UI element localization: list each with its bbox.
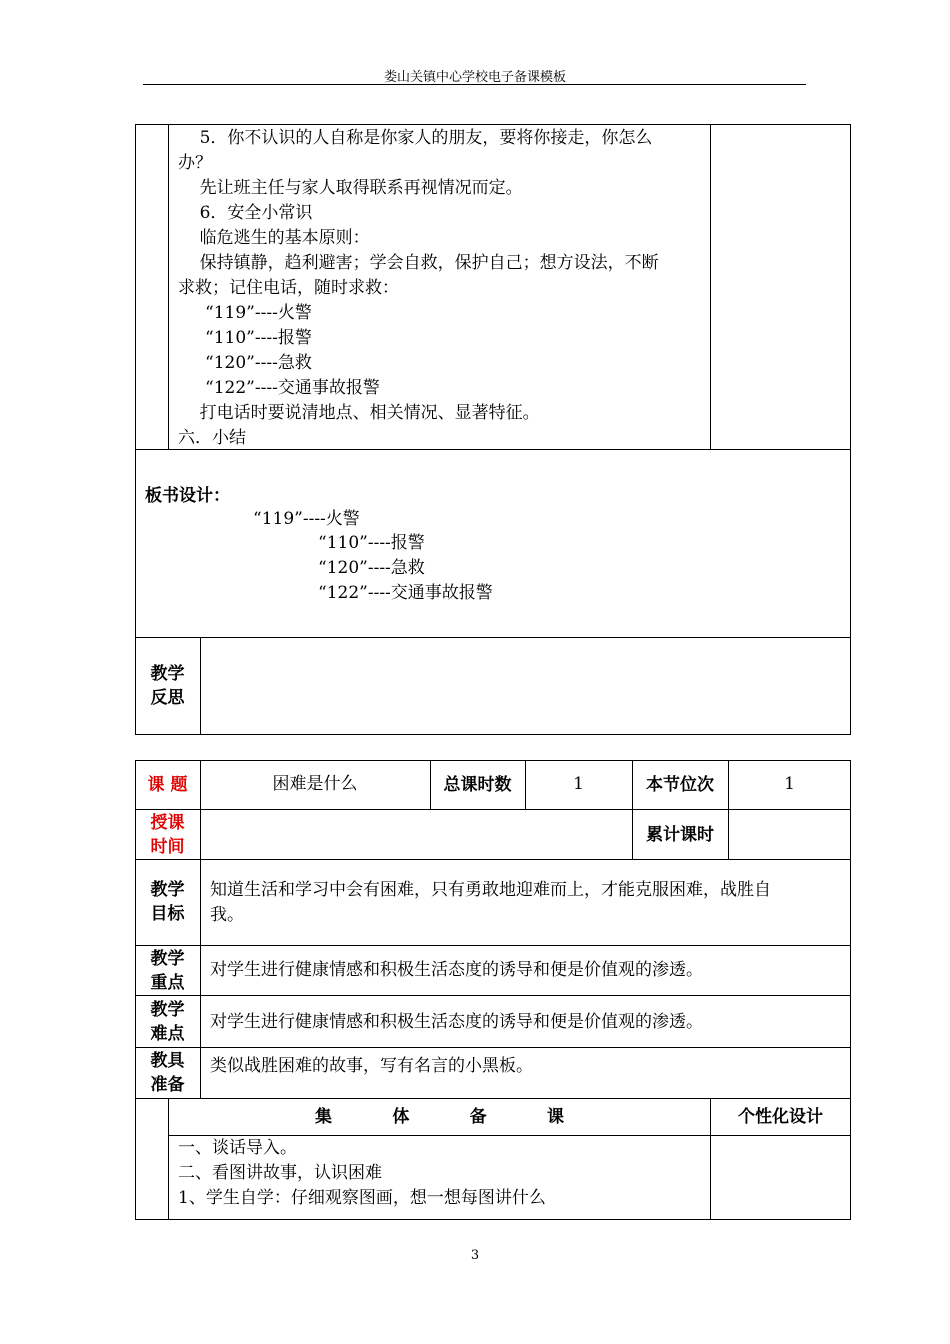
key-points-text: 对学生进行健康情感和积极生活态度的诱导和便是价值观的渗透。 [210, 960, 703, 980]
lesson-position-label: 本节位次 [646, 775, 714, 795]
difficulty-text: 对学生进行健康情感和积极生活态度的诱导和便是价值观的渗透。 [210, 1012, 703, 1032]
reflection-label: 教学 反思 [150, 664, 185, 708]
total-hours-label: 总课时数 [443, 775, 512, 795]
content-line: 1、学生自学：仔细观察图画，想一想每图讲什么 [178, 1188, 546, 1208]
table-divider [200, 760, 201, 1098]
content-line: 保持镇静，趋利避害；学会自救，保护自己；想方设法，不断 [178, 253, 659, 273]
personal-design-header: 个性化设计 [738, 1107, 823, 1127]
content-line: 6．安全小常识 [178, 203, 313, 223]
teaching-time-label: 授课 时间 [150, 813, 185, 857]
table-divider [168, 124, 169, 449]
goal-text: 知道生活和学习中会有困难，只有勇敢地迎难而上，才能克服困难，战胜自 我。 [210, 880, 771, 925]
difficulty-label: 教学 难点 [150, 1000, 185, 1044]
board-line: “119”----火警 [253, 509, 360, 529]
content-line: 先让班主任与家人取得联系再视情况而定。 [178, 178, 523, 198]
board-line: “110”----报警 [318, 533, 425, 553]
topic-label: 课 题 [147, 775, 188, 795]
table-divider [200, 637, 201, 735]
content-line: “120”----急救 [178, 353, 312, 373]
content-line: “110”----报警 [178, 328, 312, 348]
collective-prep-header: 集 体 备 课 [315, 1107, 564, 1127]
content-line: “119”----火警 [178, 303, 312, 323]
content-line: 六．小结 [178, 428, 246, 448]
tools-text: 类似战胜困难的故事，写有名言的小黑板。 [210, 1056, 533, 1076]
content-line: “122”----交通事故报警 [178, 378, 380, 398]
board-line: “120”----急救 [318, 558, 425, 578]
table-divider [135, 859, 851, 860]
table-divider [710, 124, 711, 449]
table-divider [135, 995, 851, 996]
topic-value: 困难是什么 [272, 774, 358, 794]
content-line: 5．你不认识的人自称是你家人的朋友，要将你接走，你怎么 [178, 128, 653, 148]
table-divider [135, 945, 851, 946]
content-line: 二、看图讲故事，认识困难 [178, 1163, 382, 1183]
board-design-label: 板书设计： [145, 486, 230, 506]
key-points-label: 教学 重点 [150, 949, 185, 993]
content-line: 求救；记住电话，随时求救： [178, 278, 399, 298]
board-line: “122”----交通事故报警 [318, 583, 493, 603]
lesson-position-value: 1 [784, 774, 795, 794]
table-divider [135, 637, 851, 638]
table-divider [135, 1098, 851, 1099]
lesson-content [178, 126, 659, 451]
content-line: 临危逃生的基本原则： [178, 228, 370, 248]
table-divider [135, 1047, 851, 1048]
tools-label: 教具 准备 [150, 1051, 185, 1095]
content-line: 办？ [178, 153, 212, 173]
total-hours-value: 1 [573, 774, 584, 794]
header-rule [143, 84, 806, 85]
table-divider [135, 809, 851, 810]
cumulative-hours-label: 累计课时 [646, 825, 714, 845]
content-line: 打电话时要说清地点、相关情况、显著特征。 [178, 403, 540, 423]
page-header: 娄山关镇中心学校电子备课模板 [383, 70, 566, 85]
page-number: 3 [470, 1248, 480, 1263]
prep-content [178, 1136, 546, 1211]
goal-label: 教学 目标 [150, 880, 185, 924]
content-line: 一、谈话导入。 [178, 1138, 297, 1158]
